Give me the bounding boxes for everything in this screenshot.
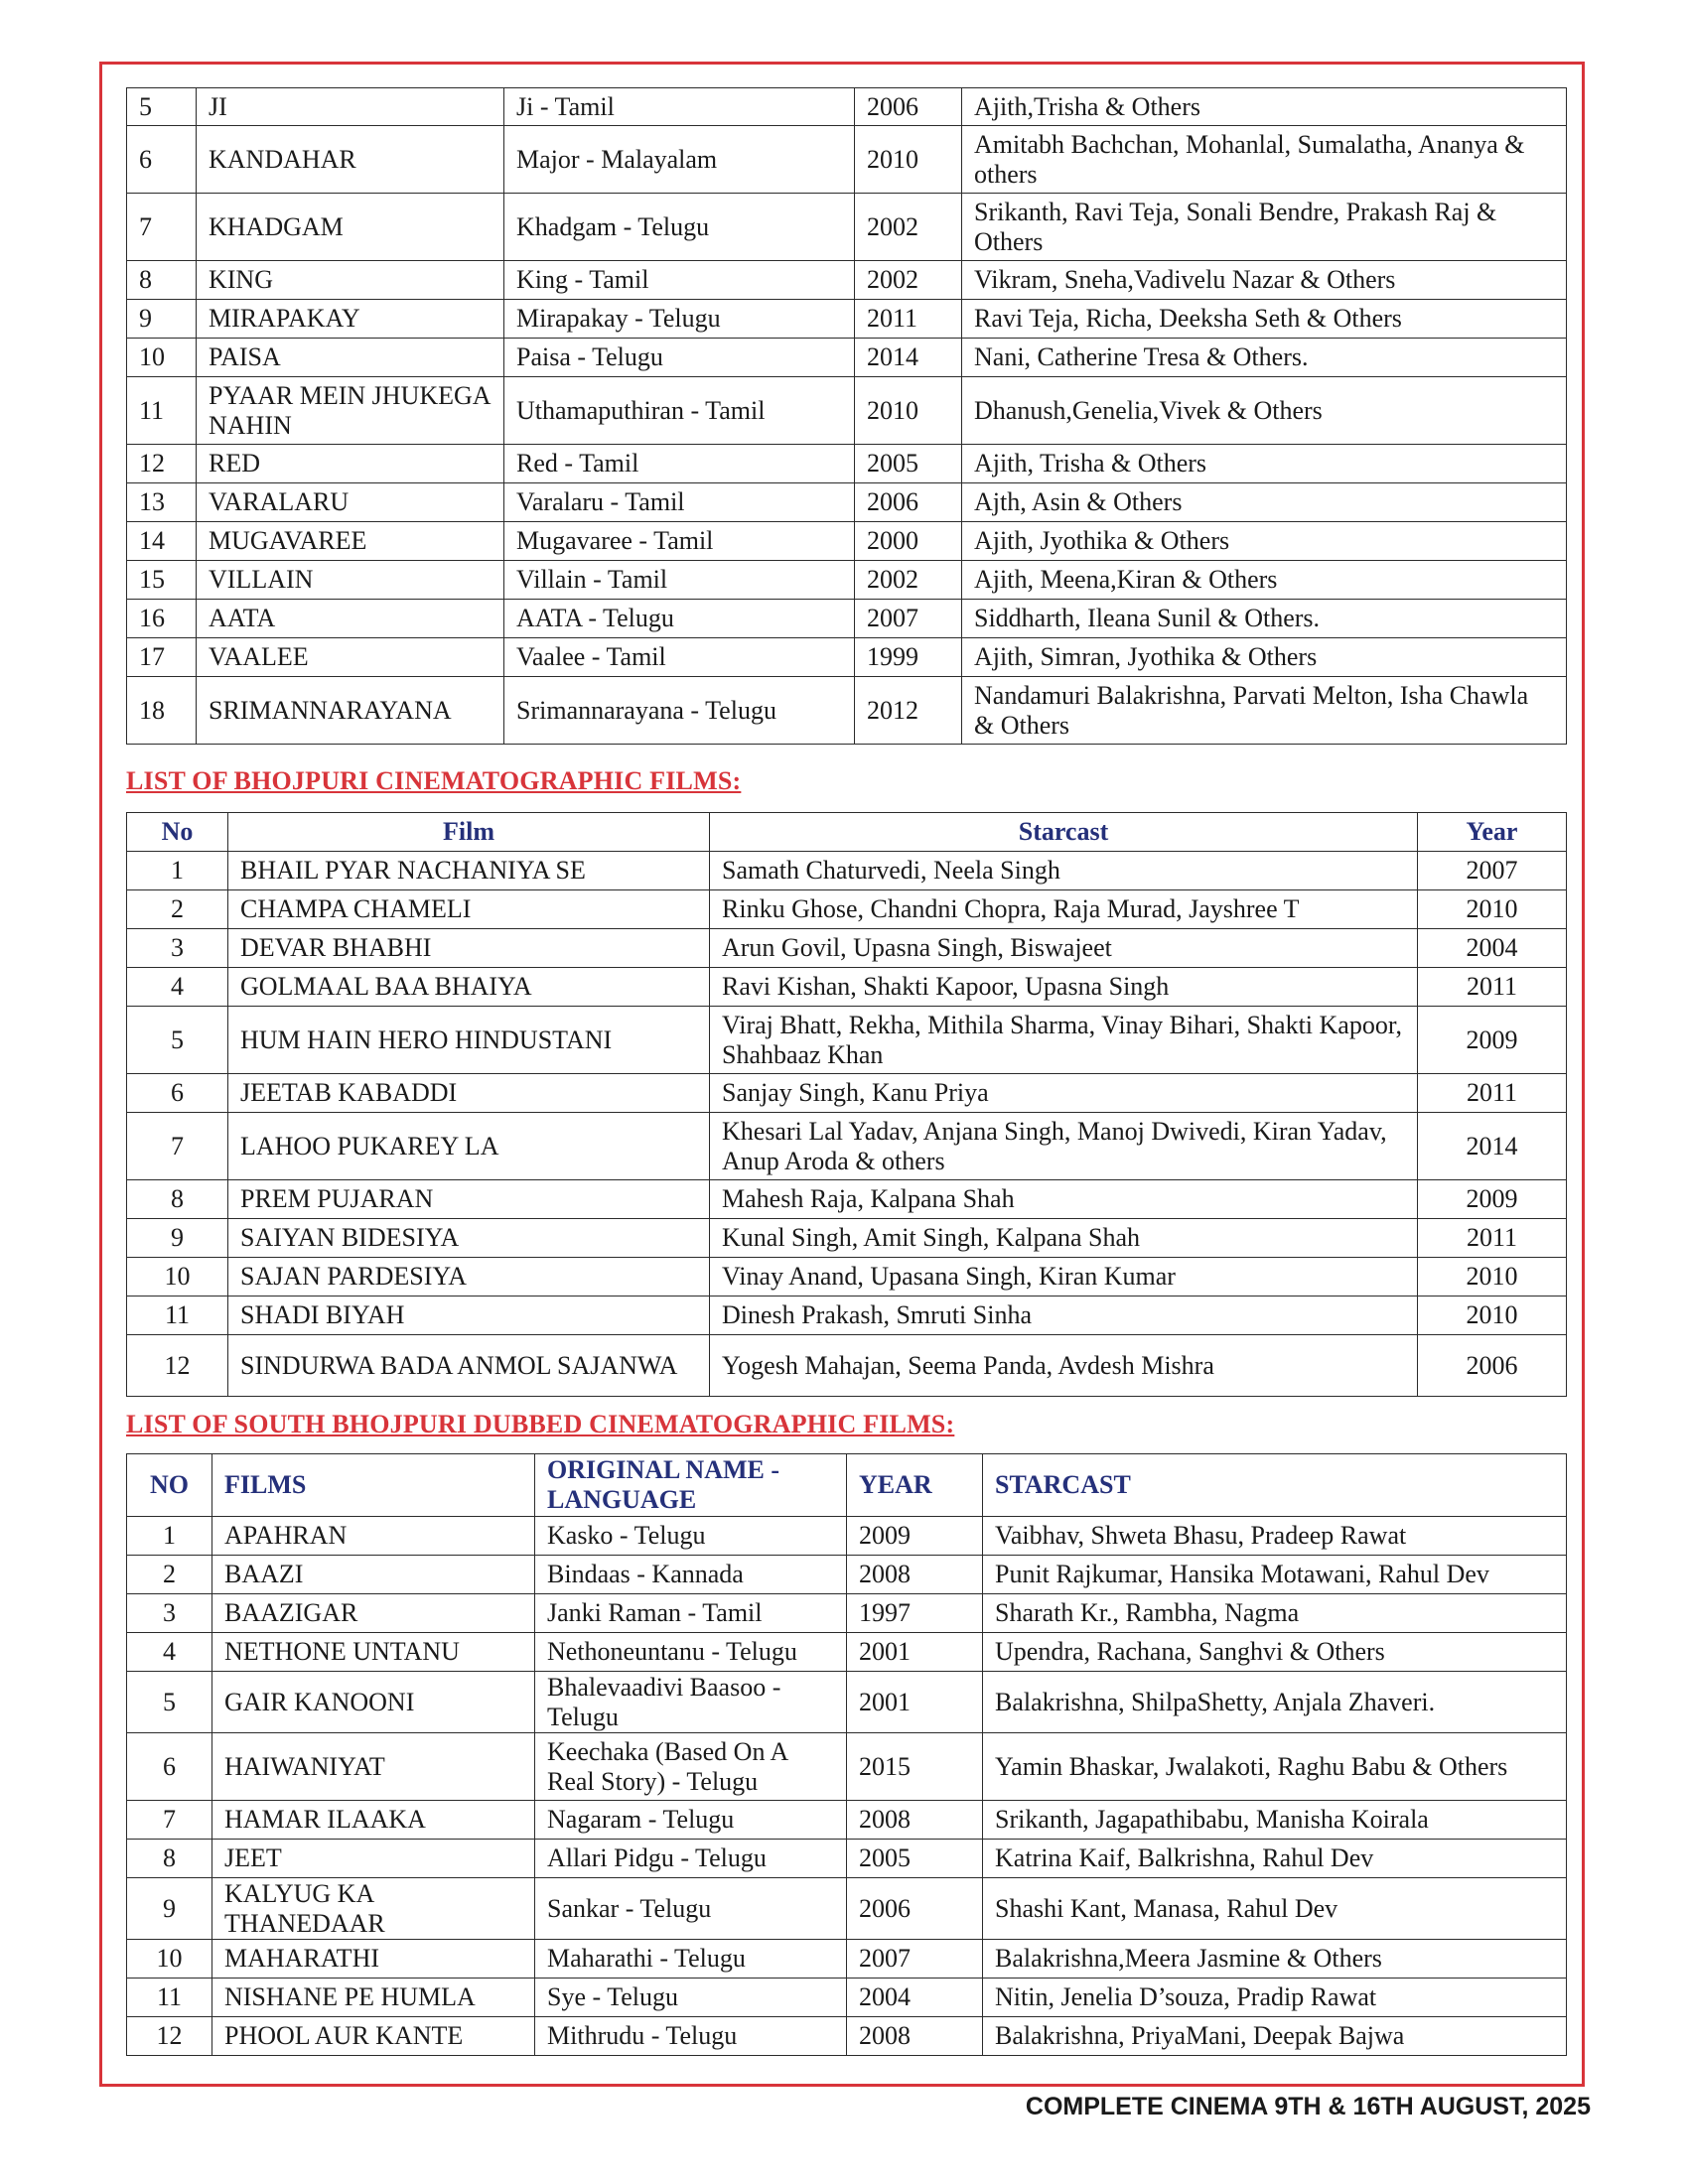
cell-film: SRIMANNARAYANA [197, 677, 504, 745]
cell-no: 6 [127, 1074, 228, 1113]
header-starcast: Starcast [710, 813, 1418, 852]
cell-original: Kasko - Telugu [535, 1517, 847, 1556]
cell-no: 7 [127, 1801, 212, 1840]
table-row [127, 852, 1567, 890]
table-row [127, 929, 1567, 968]
cell-original: Nagaram - Telugu [535, 1801, 847, 1840]
table-row [127, 600, 1567, 638]
cell-starcast: Ravi Teja, Richa, Deeksha Seth & Others [962, 300, 1567, 339]
cell-film: JI [197, 88, 504, 126]
cell-starcast: Khesari Lal Yadav, Anjana Singh, Manoj Dwivedi, Kiran Yadav, Anup Aroda & others [710, 1113, 1418, 1180]
cell-film: MIRAPAKAY [197, 300, 504, 339]
table-row [127, 1297, 1567, 1335]
cell-original: Villain - Tamil [504, 561, 855, 600]
cell-starcast: Amitabh Bachchan, Mohanlal, Sumalatha, Ananya & others [962, 126, 1567, 194]
cell-starcast: Vaibhav, Shweta Bhasu, Pradeep Rawat [983, 1517, 1567, 1556]
cell-film: SINDURWA BADA ANMOL SAJANWA [228, 1335, 710, 1397]
cell-film: SAIYAN BIDESIYA [228, 1219, 710, 1258]
table-row [127, 1219, 1567, 1258]
cell-original: AATA - Telugu [504, 600, 855, 638]
cell-original: Ji - Tamil [504, 88, 855, 126]
table-row [127, 1517, 1567, 1556]
cell-year: 1999 [855, 638, 962, 677]
table-row [127, 194, 1567, 261]
cell-starcast: Nani, Catherine Tresa & Others. [962, 339, 1567, 377]
cell-film: MUGAVAREE [197, 522, 504, 561]
table-row [127, 1733, 1567, 1801]
cell-starcast: Balakrishna,Meera Jasmine & Others [983, 1940, 1567, 1979]
cell-no: 9 [127, 1219, 228, 1258]
cell-starcast: Shashi Kant, Manasa, Rahul Dev [983, 1878, 1567, 1940]
cell-starcast: Ajith,Trisha & Others [962, 88, 1567, 126]
table-header-row [127, 813, 1567, 852]
cell-original: Mugavaree - Tamil [504, 522, 855, 561]
cell-original: Maharathi - Telugu [535, 1940, 847, 1979]
cell-year: 2008 [847, 2017, 983, 2056]
cell-no: 6 [127, 126, 197, 194]
cell-film: KANDAHAR [197, 126, 504, 194]
cell-original: Sye - Telugu [535, 1979, 847, 2017]
bhojpuri-section-title: LIST OF BHOJPURI CINEMATOGRAPHIC FILMS: [126, 766, 742, 795]
cell-film: KALYUG KA THANEDAAR [212, 1878, 535, 1940]
table-row [127, 968, 1567, 1007]
table-row [127, 522, 1567, 561]
cell-no: 5 [127, 88, 197, 126]
cell-starcast: Ajith, Meena,Kiran & Others [962, 561, 1567, 600]
table-row [127, 261, 1567, 300]
cell-original: Bindaas - Kannada [535, 1556, 847, 1594]
cell-starcast: Ajith, Jyothika & Others [962, 522, 1567, 561]
cell-film: GOLMAAL BAA BHAIYA [228, 968, 710, 1007]
cell-year: 2009 [1418, 1007, 1567, 1074]
header-year: Year [1418, 813, 1567, 852]
cell-year: 2010 [1418, 1258, 1567, 1297]
cell-no: 15 [127, 561, 197, 600]
cell-starcast: Sanjay Singh, Kanu Priya [710, 1074, 1418, 1113]
cell-year: 2011 [1418, 1074, 1567, 1113]
cell-year: 2002 [855, 561, 962, 600]
cell-film: BAAZIGAR [212, 1594, 535, 1633]
cell-starcast: Vikram, Sneha,Vadivelu Nazar & Others [962, 261, 1567, 300]
table-row [127, 445, 1567, 483]
table-row [127, 339, 1567, 377]
cell-year: 2010 [1418, 1297, 1567, 1335]
cell-original: Red - Tamil [504, 445, 855, 483]
cell-no: 2 [127, 1556, 212, 1594]
cell-year: 2006 [847, 1878, 983, 1940]
cell-no: 14 [127, 522, 197, 561]
cell-film: RED [197, 445, 504, 483]
cell-no: 4 [127, 1633, 212, 1672]
cell-film: KING [197, 261, 504, 300]
cell-film: JEET [212, 1840, 535, 1878]
table-row [127, 561, 1567, 600]
cell-no: 11 [127, 1979, 212, 2017]
cell-original: Srimannarayana - Telugu [504, 677, 855, 745]
table-row [127, 1672, 1567, 1733]
cell-year: 2001 [847, 1633, 983, 1672]
table-row [127, 126, 1567, 194]
cell-starcast: Balakrishna, ShilpaShetty, Anjala Zhaveri. [983, 1672, 1567, 1733]
cell-no: 7 [127, 194, 197, 261]
cell-starcast: Yamin Bhaskar, Jwalakoti, Raghu Babu & Others [983, 1733, 1567, 1801]
bhojpuri-films-table-body [127, 852, 1567, 1397]
cell-no: 7 [127, 1113, 228, 1180]
header-original-name: ORIGINAL NAME - LANGUAGE [535, 1454, 847, 1517]
cell-starcast: Nandamuri Balakrishna, Parvati Melton, Isha Chawla & Others [962, 677, 1567, 745]
cell-starcast: Ajith, Trisha & Others [962, 445, 1567, 483]
cell-no: 12 [127, 2017, 212, 2056]
table-row [127, 1878, 1567, 1940]
cell-starcast: Srikanth, Ravi Teja, Sonali Bendre, Prakash Raj & Others [962, 194, 1567, 261]
cell-original: Paisa - Telugu [504, 339, 855, 377]
table-row [127, 377, 1567, 445]
table-row [127, 1258, 1567, 1297]
cell-year: 2006 [855, 88, 962, 126]
cell-original: Bhalevaadivi Baasoo - Telugu [535, 1672, 847, 1733]
cell-no: 12 [127, 445, 197, 483]
cell-year: 2004 [1418, 929, 1567, 968]
cell-year: 2010 [855, 126, 962, 194]
cell-starcast: Yogesh Mahajan, Seema Panda, Avdesh Mishra [710, 1335, 1418, 1397]
cell-year: 2007 [855, 600, 962, 638]
table-row [127, 1556, 1567, 1594]
table-row [127, 1840, 1567, 1878]
cell-film: HAIWANIYAT [212, 1733, 535, 1801]
films-table-continued [126, 87, 1567, 745]
cell-year: 2009 [847, 1517, 983, 1556]
cell-film: VILLAIN [197, 561, 504, 600]
table-header-row [127, 1454, 1567, 1517]
cell-year: 2012 [855, 677, 962, 745]
cell-film: SHADI BIYAH [228, 1297, 710, 1335]
table-row [127, 1007, 1567, 1074]
table-row [127, 1113, 1567, 1180]
cell-year: 2006 [855, 483, 962, 522]
cell-no: 1 [127, 852, 228, 890]
cell-film: PAISA [197, 339, 504, 377]
cell-original: Janki Raman - Tamil [535, 1594, 847, 1633]
cell-original: Varalaru - Tamil [504, 483, 855, 522]
header-starcast: STARCAST [983, 1454, 1567, 1517]
cell-film: JEETAB KABADDI [228, 1074, 710, 1113]
table-row [127, 677, 1567, 745]
cell-original: Mirapakay - Telugu [504, 300, 855, 339]
cell-film: BAAZI [212, 1556, 535, 1594]
cell-no: 8 [127, 261, 197, 300]
cell-year: 2014 [1418, 1113, 1567, 1180]
table-row [127, 300, 1567, 339]
cell-film: HAMAR ILAAKA [212, 1801, 535, 1840]
cell-starcast: Upendra, Rachana, Sanghvi & Others [983, 1633, 1567, 1672]
cell-original: Mithrudu - Telugu [535, 2017, 847, 2056]
cell-film: LAHOO PUKAREY LA [228, 1113, 710, 1180]
cell-film: VAALEE [197, 638, 504, 677]
cell-year: 2005 [847, 1840, 983, 1878]
cell-starcast: Sharath Kr., Rambha, Nagma [983, 1594, 1567, 1633]
cell-year: 2000 [855, 522, 962, 561]
cell-no: 5 [127, 1007, 228, 1074]
cell-original: King - Tamil [504, 261, 855, 300]
cell-no: 8 [127, 1180, 228, 1219]
cell-no: 5 [127, 1672, 212, 1733]
cell-year: 2006 [1418, 1335, 1567, 1397]
cell-no: 4 [127, 968, 228, 1007]
cell-film: CHAMPA CHAMELI [228, 890, 710, 929]
cell-starcast: Dinesh Prakash, Smruti Sinha [710, 1297, 1418, 1335]
bhojpuri-films-table [126, 812, 1567, 1397]
header-film: Film [228, 813, 710, 852]
cell-film: BHAIL PYAR NACHANIYA SE [228, 852, 710, 890]
cell-year: 1997 [847, 1594, 983, 1633]
cell-year: 2004 [847, 1979, 983, 2017]
table-row [127, 1801, 1567, 1840]
cell-no: 8 [127, 1840, 212, 1878]
cell-starcast: Ajith, Simran, Jyothika & Others [962, 638, 1567, 677]
cell-year: 2011 [1418, 1219, 1567, 1258]
cell-film: SAJAN PARDESIYA [228, 1258, 710, 1297]
table-row [127, 88, 1567, 126]
cell-year: 2008 [847, 1556, 983, 1594]
cell-starcast: Viraj Bhatt, Rekha, Mithila Sharma, Vinay Bihari, Shakti Kapoor, Shahbaaz Khan [710, 1007, 1418, 1074]
cell-no: 2 [127, 890, 228, 929]
cell-year: 2009 [1418, 1180, 1567, 1219]
cell-year: 2010 [855, 377, 962, 445]
cell-no: 12 [127, 1335, 228, 1397]
table-row [127, 1594, 1567, 1633]
cell-year: 2008 [847, 1801, 983, 1840]
cell-starcast: Vinay Anand, Upasana Singh, Kiran Kumar [710, 1258, 1418, 1297]
cell-starcast: Balakrishna, PriyaMani, Deepak Bajwa [983, 2017, 1567, 2056]
table-row [127, 1979, 1567, 2017]
cell-no: 18 [127, 677, 197, 745]
cell-no: 3 [127, 1594, 212, 1633]
table-row [127, 890, 1567, 929]
cell-film: NETHONE UNTANU [212, 1633, 535, 1672]
cell-original: Allari Pidgu - Telugu [535, 1840, 847, 1878]
cell-year: 2002 [855, 194, 962, 261]
cell-no: 9 [127, 1878, 212, 1940]
cell-no: 1 [127, 1517, 212, 1556]
cell-film: PREM PUJARAN [228, 1180, 710, 1219]
cell-year: 2015 [847, 1733, 983, 1801]
cell-starcast: Katrina Kaif, Balkrishna, Rahul Dev [983, 1840, 1567, 1878]
cell-year: 2002 [855, 261, 962, 300]
table-row [127, 1335, 1567, 1397]
cell-starcast: Ravi Kishan, Shakti Kapoor, Upasna Singh [710, 968, 1418, 1007]
table-row [127, 483, 1567, 522]
cell-year: 2011 [855, 300, 962, 339]
cell-starcast: Siddharth, Ileana Sunil & Others. [962, 600, 1567, 638]
south-dubbed-films-table [126, 1453, 1567, 2056]
cell-film: KHADGAM [197, 194, 504, 261]
cell-film: DEVAR BHABHI [228, 929, 710, 968]
cell-starcast: Nitin, Jenelia D’souza, Pradip Rawat [983, 1979, 1567, 2017]
cell-no: 17 [127, 638, 197, 677]
cell-no: 11 [127, 1297, 228, 1335]
table-row [127, 638, 1567, 677]
cell-starcast: Ajth, Asin & Others [962, 483, 1567, 522]
cell-starcast: Punit Rajkumar, Hansika Motawani, Rahul Dev [983, 1556, 1567, 1594]
header-films: FILMS [212, 1454, 535, 1517]
cell-year: 2011 [1418, 968, 1567, 1007]
cell-year: 2005 [855, 445, 962, 483]
cell-original: Khadgam - Telugu [504, 194, 855, 261]
cell-original: Major - Malayalam [504, 126, 855, 194]
cell-film: HUM HAIN HERO HINDUSTANI [228, 1007, 710, 1074]
cell-starcast: Rinku Ghose, Chandni Chopra, Raja Murad, Jayshree T [710, 890, 1418, 929]
header-year: YEAR [847, 1454, 983, 1517]
footer-issue-text: COMPLETE CINEMA 9TH & 16TH AUGUST, 2025 [1025, 2093, 1591, 2120]
cell-starcast: Kunal Singh, Amit Singh, Kalpana Shah [710, 1219, 1418, 1258]
south-dubbed-films-table-body [127, 1517, 1567, 2056]
cell-film: NISHANE PE HUMLA [212, 1979, 535, 2017]
cell-year: 2007 [1418, 852, 1567, 890]
cell-no: 10 [127, 1258, 228, 1297]
films-table-continued-body [127, 88, 1567, 745]
table-row [127, 1940, 1567, 1979]
table-row [127, 1180, 1567, 1219]
cell-starcast: Mahesh Raja, Kalpana Shah [710, 1180, 1418, 1219]
cell-film: VARALARU [197, 483, 504, 522]
header-no: NO [127, 1454, 212, 1517]
cell-year: 2014 [855, 339, 962, 377]
table-row [127, 1633, 1567, 1672]
cell-no: 9 [127, 300, 197, 339]
cell-no: 11 [127, 377, 197, 445]
cell-starcast: Dhanush,Genelia,Vivek & Others [962, 377, 1567, 445]
cell-starcast: Samath Chaturvedi, Neela Singh [710, 852, 1418, 890]
cell-film: GAIR KANOONI [212, 1672, 535, 1733]
cell-year: 2010 [1418, 890, 1567, 929]
cell-year: 2001 [847, 1672, 983, 1733]
cell-year: 2007 [847, 1940, 983, 1979]
table-row [127, 2017, 1567, 2056]
cell-original: Vaalee - Tamil [504, 638, 855, 677]
table-row [127, 1074, 1567, 1113]
cell-original: Nethoneuntanu - Telugu [535, 1633, 847, 1672]
cell-starcast: Srikanth, Jagapathibabu, Manisha Koirala [983, 1801, 1567, 1840]
cell-original: Sankar - Telugu [535, 1878, 847, 1940]
cell-film: APAHRAN [212, 1517, 535, 1556]
cell-no: 16 [127, 600, 197, 638]
header-no: No [127, 813, 228, 852]
cell-film: AATA [197, 600, 504, 638]
cell-no: 6 [127, 1733, 212, 1801]
cell-no: 10 [127, 339, 197, 377]
cell-starcast: Arun Govil, Upasna Singh, Biswajeet [710, 929, 1418, 968]
cell-original: Uthamaputhiran - Tamil [504, 377, 855, 445]
south-section-title: LIST OF SOUTH BHOJPURI DUBBED CINEMATOGRAPHIC FILMS: [126, 1410, 955, 1438]
cell-no: 3 [127, 929, 228, 968]
cell-no: 10 [127, 1940, 212, 1979]
cell-original: Keechaka (Based On A Real Story) - Telugu [535, 1733, 847, 1801]
cell-film: PYAAR MEIN JHUKEGA NAHIN [197, 377, 504, 445]
cell-film: MAHARATHI [212, 1940, 535, 1979]
cell-no: 13 [127, 483, 197, 522]
cell-film: PHOOL AUR KANTE [212, 2017, 535, 2056]
